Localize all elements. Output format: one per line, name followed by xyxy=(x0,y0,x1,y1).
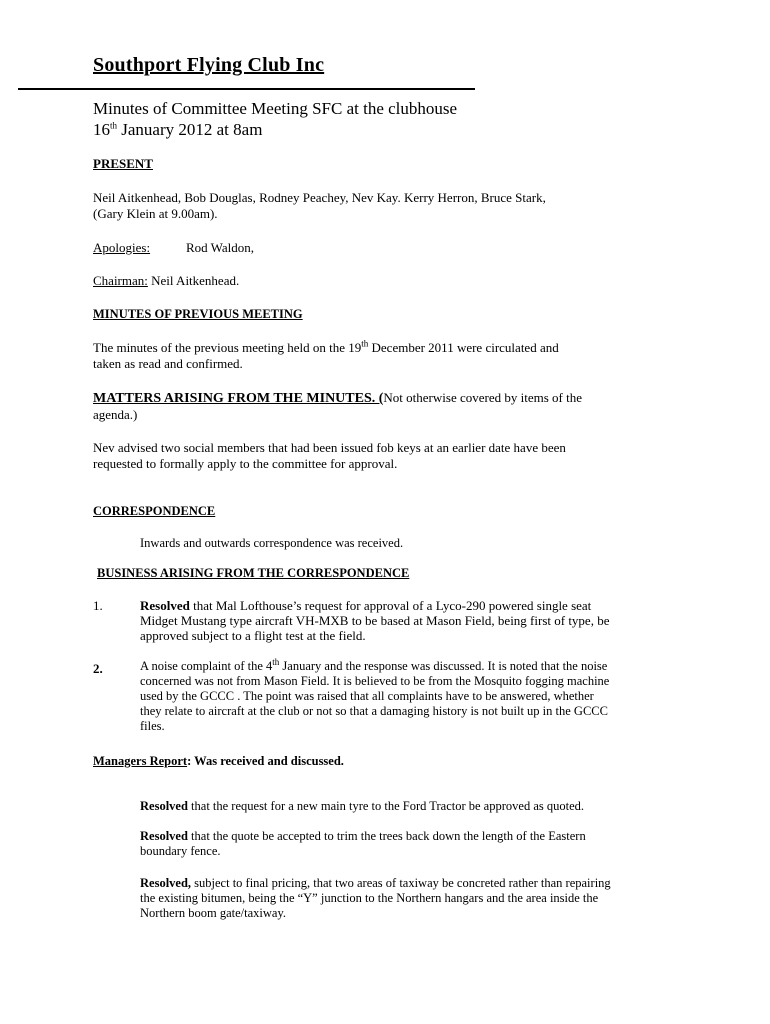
present-list xyxy=(93,190,546,222)
resolution-1-line-1 xyxy=(140,799,584,814)
resolution-1-text: that the request for a new main tyre to the Ford Tractor be approved as quoted. xyxy=(187,799,584,813)
managers-report-row xyxy=(93,753,344,769)
day-suffix: th xyxy=(110,120,118,131)
previous-minutes-text-b: December 2011 were circulated and xyxy=(368,340,559,355)
apologies-label: Apologies: xyxy=(93,240,151,255)
subtitle-line-2 xyxy=(93,119,457,140)
item-2-line-2: concerned was not from Mason Field. It is believed to be from the Mosquito fogging machine xyxy=(140,674,610,688)
previous-minutes-line-2: taken as read and confirmed. xyxy=(93,356,243,371)
managers-report-text: : Was received and discussed. xyxy=(187,754,344,768)
resolution-3-line-1 xyxy=(140,876,611,891)
present-heading: PRESENT xyxy=(93,156,153,171)
resolution-2-lead: Resolved xyxy=(140,829,188,843)
resolution-2 xyxy=(140,829,586,859)
previous-minutes-heading: MINUTES OF PREVIOUS MEETING xyxy=(93,307,303,321)
previous-minutes-sup: th xyxy=(361,338,369,349)
managers-report-label: Managers Report xyxy=(93,754,188,768)
chairman-label: Chairman: xyxy=(93,273,148,288)
present-line-1: Neil Aitkenhead, Bob Douglas, Rodney Peachey, Nev Kay. Kerry Herron, Bruce Stark, xyxy=(93,190,546,205)
resolution-2-line-1 xyxy=(140,829,586,844)
resolution-3-line-2: the existing bitumen, being the “Y” junction to the Northern hangars and the area inside the xyxy=(140,891,599,905)
correspondence-heading: CORRESPONDENCE xyxy=(93,504,216,518)
item-1-text: that Mal Lofthouse’s request for approval of a Lyco-290 powered single seat xyxy=(189,598,592,613)
correspondence-body: Inwards and outwards correspondence was received. xyxy=(140,536,404,550)
item-2-line-1 xyxy=(140,656,609,674)
matters-arising-line-2: agenda.) xyxy=(93,407,138,422)
subtitle-line-1: Minutes of Committee Meeting SFC at the clubhouse xyxy=(93,99,458,118)
item-2-line-4: they relate to aircraft at the club or not so that a damaging history is not built up in the GCCC xyxy=(140,704,608,718)
meeting-day: 16 xyxy=(93,120,110,139)
matters-body-line-1: Nev advised two social members that had been issued fob keys at an earlier date have been xyxy=(93,440,566,455)
resolution-3-lead: Resolved, xyxy=(140,876,192,890)
item-1-number: 1. xyxy=(93,598,103,613)
matters-body-line-2: requested to formally apply to the committee for approval. xyxy=(93,456,398,471)
item-1-line-2: Midget Mustang type aircraft VH-MXB to be based at Mason Field, being first of type, be xyxy=(140,613,610,628)
resolution-2-line-2: boundary fence. xyxy=(140,844,221,858)
previous-minutes-body xyxy=(93,340,559,372)
document-title: Southport Flying Club Inc xyxy=(93,54,325,76)
item-2-text-a: A noise complaint of the 4 xyxy=(140,659,273,673)
business-item-2 xyxy=(140,656,610,734)
resolution-3-line-3: Northern boom gate/taxiway. xyxy=(140,906,287,920)
previous-minutes-line-1 xyxy=(93,340,559,356)
item-1-line-3: approved subject to a flight test at the field. xyxy=(140,628,366,643)
resolution-3-text: subject to final pricing, that two areas of taxiway be concreted rather than repairing xyxy=(191,876,611,890)
resolution-2-text: that the quote be accepted to trim the trees back down the length of the Eastern xyxy=(187,829,586,843)
matters-arising-section xyxy=(93,390,582,423)
previous-minutes-text-a: The minutes of the previous meeting held on the 19 xyxy=(93,340,362,355)
item-2-line-5: files. xyxy=(140,719,165,733)
item-2-text-b: January and the response was discussed. It is noted that the noise xyxy=(279,659,608,673)
matters-arising-line-1 xyxy=(93,390,582,407)
matters-arising-heading: MATTERS ARISING FROM THE MINUTES. ( xyxy=(93,391,384,406)
matters-arising-note: Not otherwise covered by items of the xyxy=(383,390,582,405)
apologies-row xyxy=(93,240,255,256)
business-item-1 xyxy=(140,598,609,643)
item-2-line-3: used by the GCCC . The point was raised that all complaints have to be answered, whether xyxy=(140,689,594,703)
meeting-subtitle xyxy=(93,98,457,140)
item-1-resolved: Resolved xyxy=(140,598,190,613)
item-2-sup: th xyxy=(272,656,280,667)
chairman-row xyxy=(93,273,239,289)
chairman-value: Neil Aitkenhead. xyxy=(147,273,240,288)
business-arising-heading: BUSINESS ARISING FROM THE CORRESPONDENCE xyxy=(97,566,410,580)
item-1-line-1 xyxy=(140,598,609,613)
present-line-2: (Gary Klein at 9.00am). xyxy=(93,206,218,221)
meeting-date-rest: January 2012 at 8am xyxy=(117,120,263,139)
resolution-1 xyxy=(140,799,584,814)
title-underline-rule xyxy=(18,88,475,90)
resolution-3 xyxy=(140,876,611,921)
matters-arising-body xyxy=(93,440,566,472)
apologies-value: Rod Waldon, xyxy=(186,240,255,255)
resolution-1-lead: Resolved xyxy=(140,799,188,813)
item-2-number: 2. xyxy=(93,661,103,676)
